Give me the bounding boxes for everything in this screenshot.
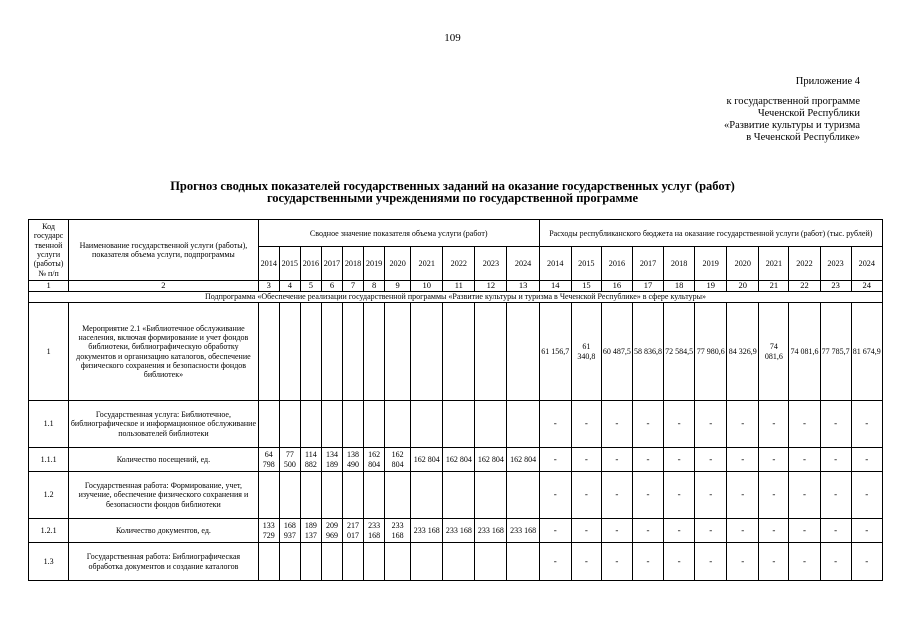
volume-value <box>279 543 300 581</box>
volume-value <box>385 543 411 581</box>
year-header: 2020 <box>385 247 411 281</box>
row-name: Государственная услуга: Библиотечное, библиографическое и информационное обслуживание пользователей библиотеки <box>69 401 259 448</box>
year-header: 2016 <box>601 247 632 281</box>
year-header: 2024 <box>851 247 882 281</box>
column-number: 20 <box>727 281 759 292</box>
volume-value <box>475 543 507 581</box>
budget-value: - <box>664 472 695 519</box>
table-row <box>29 472 883 519</box>
volume-value <box>507 303 539 401</box>
column-number: 19 <box>695 281 727 292</box>
year-header: 2024 <box>507 247 539 281</box>
budget-value: - <box>601 448 632 472</box>
budget-value: - <box>632 401 663 448</box>
volume-value <box>321 543 342 581</box>
column-number: 24 <box>851 281 882 292</box>
budget-value: 72 584,5 <box>664 303 695 401</box>
volume-value: 189 137 <box>300 519 321 543</box>
year-header: 2021 <box>411 247 443 281</box>
appendix-title: Приложение 4 <box>795 76 860 87</box>
volume-value: 217 017 <box>342 519 363 543</box>
budget-value: 74 081,6 <box>759 303 789 401</box>
volume-value <box>443 303 475 401</box>
budget-value: - <box>759 472 789 519</box>
year-header: 2022 <box>789 247 820 281</box>
volume-value: 233 168 <box>475 519 507 543</box>
volume-value: 162 804 <box>507 448 539 472</box>
budget-value: - <box>571 448 601 472</box>
column-number: 9 <box>385 281 411 292</box>
budget-value: - <box>664 543 695 581</box>
volume-value: 209 969 <box>321 519 342 543</box>
volume-value <box>300 543 321 581</box>
year-header: 2018 <box>342 247 363 281</box>
volume-value: 134 189 <box>321 448 342 472</box>
budget-value: - <box>601 519 632 543</box>
column-number: 4 <box>279 281 300 292</box>
volume-value <box>279 303 300 401</box>
volume-value <box>279 472 300 519</box>
volume-value <box>385 472 411 519</box>
column-number: 8 <box>364 281 385 292</box>
budget-value: - <box>601 543 632 581</box>
budget-value: - <box>632 543 663 581</box>
row-code: 1 <box>29 303 69 401</box>
volume-value <box>411 401 443 448</box>
volume-value <box>411 303 443 401</box>
volume-value <box>364 303 385 401</box>
appendix-line: «Развитие культуры и туризма <box>723 120 860 131</box>
budget-value: - <box>695 519 727 543</box>
volume-value <box>342 303 363 401</box>
budget-value: 77 785,7 <box>820 303 851 401</box>
budget-value: - <box>664 448 695 472</box>
budget-value: - <box>851 543 882 581</box>
volume-value <box>411 543 443 581</box>
volume-value <box>507 401 539 448</box>
table-row <box>29 519 883 543</box>
budget-value: 84 326,9 <box>727 303 759 401</box>
budget-value: - <box>851 448 882 472</box>
budget-value: - <box>789 401 820 448</box>
volume-value <box>321 472 342 519</box>
row-name: Государственная работа: Библиографическая обработка документов и создание каталогов <box>69 543 259 581</box>
volume-value <box>411 472 443 519</box>
budget-value: - <box>851 472 882 519</box>
volume-value <box>443 543 475 581</box>
volume-value <box>258 401 279 448</box>
volume-value <box>321 303 342 401</box>
volume-value: 162 804 <box>475 448 507 472</box>
column-number: 3 <box>258 281 279 292</box>
year-header: 2019 <box>364 247 385 281</box>
volume-value: 114 882 <box>300 448 321 472</box>
budget-value: - <box>632 472 663 519</box>
budget-value: - <box>601 472 632 519</box>
budget-value: 61 340,8 <box>571 303 601 401</box>
year-header: 2020 <box>727 247 759 281</box>
budget-value: - <box>601 401 632 448</box>
table-row <box>29 448 883 472</box>
row-name: Количество посещений, ед. <box>69 448 259 472</box>
year-header: 2021 <box>759 247 789 281</box>
budget-value: 61 156,7 <box>539 303 571 401</box>
volume-value: 233 168 <box>507 519 539 543</box>
title-line: Прогноз сводных показателей государственных заданий на оказание государственных услуг (работ) <box>170 179 735 193</box>
volume-value <box>258 543 279 581</box>
budget-value: - <box>695 543 727 581</box>
volume-value: 64 798 <box>258 448 279 472</box>
table-row <box>29 303 883 401</box>
volume-value: 233 168 <box>443 519 475 543</box>
budget-value: - <box>789 448 820 472</box>
budget-value: - <box>727 543 759 581</box>
volume-value: 162 804 <box>411 448 443 472</box>
volume-value <box>342 472 363 519</box>
year-header: 2023 <box>820 247 851 281</box>
column-number: 14 <box>539 281 571 292</box>
appendix-line: Чеченской Республики <box>757 108 860 119</box>
budget-value: 81 674,9 <box>851 303 882 401</box>
budget-value: - <box>695 448 727 472</box>
row-code: 1.3 <box>29 543 69 581</box>
budget-value: - <box>727 448 759 472</box>
year-header: 2014 <box>539 247 571 281</box>
subprogram-row: Подпрограмма «Обеспечение реализации государственной программы «Развитие культуры и туризма в Чеченской Республике» в сфере культуры» <box>29 292 883 303</box>
row-code: 1.2.1 <box>29 519 69 543</box>
volume-value <box>507 543 539 581</box>
year-header: 2023 <box>475 247 507 281</box>
row-name: Государственная работа: Формирование, учет, изучение, обеспечение физического сохранения и безопасности фондов библиотеки <box>69 472 259 519</box>
budget-value: - <box>571 543 601 581</box>
volume-value <box>507 472 539 519</box>
column-number: 12 <box>475 281 507 292</box>
column-number: 1 <box>29 281 69 292</box>
appendix-note <box>724 76 860 144</box>
budget-value: - <box>820 401 851 448</box>
budget-value: - <box>759 401 789 448</box>
volume-value <box>321 401 342 448</box>
budget-value: - <box>820 472 851 519</box>
budget-value: 74 081,6 <box>789 303 820 401</box>
budget-value: - <box>759 448 789 472</box>
column-number: 11 <box>443 281 475 292</box>
column-number: 15 <box>571 281 601 292</box>
column-number: 5 <box>300 281 321 292</box>
budget-value: - <box>820 448 851 472</box>
year-header: 2018 <box>664 247 695 281</box>
row-code: 1.1.1 <box>29 448 69 472</box>
volume-value: 162 804 <box>443 448 475 472</box>
volume-value <box>475 303 507 401</box>
volume-value <box>300 303 321 401</box>
column-number: 2 <box>69 281 259 292</box>
table-row <box>29 543 883 581</box>
column-number: 18 <box>664 281 695 292</box>
volume-value <box>342 401 363 448</box>
volume-value: 162 804 <box>385 448 411 472</box>
budget-value: - <box>695 401 727 448</box>
budget-value: - <box>632 519 663 543</box>
volume-value <box>364 401 385 448</box>
column-number: 17 <box>632 281 663 292</box>
budget-value: - <box>571 401 601 448</box>
document-title <box>30 180 875 204</box>
row-name: Количество документов, ед. <box>69 519 259 543</box>
budget-value: - <box>851 401 882 448</box>
header-name: Наименование государственной услуги (работы), показателя объема услуги, подпрограммы <box>69 220 259 281</box>
budget-value: - <box>539 543 571 581</box>
volume-value <box>385 303 411 401</box>
volume-value <box>364 472 385 519</box>
volume-value <box>364 543 385 581</box>
column-number: 22 <box>789 281 820 292</box>
year-header: 2022 <box>443 247 475 281</box>
row-name: Мероприятие 2.1 «Библиотечное обслуживание населения, включая формирование и учет фондов библиотеки, библиографическую обработку документов и организацию каталогов, обеспечение физического сохранения и безопасности фондов библиотек» <box>69 303 259 401</box>
volume-value <box>258 303 279 401</box>
volume-value: 138 490 <box>342 448 363 472</box>
budget-value: - <box>539 519 571 543</box>
budget-value: - <box>695 472 727 519</box>
budget-value: - <box>571 519 601 543</box>
volume-value <box>443 401 475 448</box>
year-header: 2015 <box>571 247 601 281</box>
volume-value <box>475 401 507 448</box>
budget-value: - <box>539 448 571 472</box>
volume-value: 77 500 <box>279 448 300 472</box>
volume-value: 162 804 <box>364 448 385 472</box>
column-number: 10 <box>411 281 443 292</box>
page-number: 109 <box>444 32 461 44</box>
volume-value <box>443 472 475 519</box>
budget-value: - <box>789 519 820 543</box>
budget-value: - <box>664 519 695 543</box>
year-header: 2017 <box>632 247 663 281</box>
budget-value: - <box>539 401 571 448</box>
budget-value: - <box>789 543 820 581</box>
column-number: 7 <box>342 281 363 292</box>
column-number: 13 <box>507 281 539 292</box>
row-code: 1.1 <box>29 401 69 448</box>
header-volume-group: Сводное значение показателя объема услуги (работ) <box>258 220 539 247</box>
row-code: 1.2 <box>29 472 69 519</box>
year-header: 2019 <box>695 247 727 281</box>
column-number: 23 <box>820 281 851 292</box>
appendix-line: в Чеченской Республике» <box>746 132 860 143</box>
budget-value: - <box>851 519 882 543</box>
budget-value: - <box>571 472 601 519</box>
volume-value <box>300 472 321 519</box>
volume-value: 233 168 <box>364 519 385 543</box>
table-row <box>29 401 883 448</box>
volume-value: 233 168 <box>385 519 411 543</box>
budget-value: 60 487,5 <box>601 303 632 401</box>
budget-value: - <box>727 401 759 448</box>
budget-value: - <box>820 519 851 543</box>
volume-value <box>475 472 507 519</box>
budget-value: 77 980,6 <box>695 303 727 401</box>
forecast-table <box>28 219 883 581</box>
column-number: 21 <box>759 281 789 292</box>
budget-value: - <box>789 472 820 519</box>
appendix-line: к государственной программе <box>726 96 860 107</box>
volume-value: 133 729 <box>258 519 279 543</box>
volume-value <box>385 401 411 448</box>
volume-value <box>279 401 300 448</box>
year-header: 2017 <box>321 247 342 281</box>
budget-value: - <box>820 543 851 581</box>
year-header: 2014 <box>258 247 279 281</box>
budget-value: - <box>539 472 571 519</box>
volume-value: 233 168 <box>411 519 443 543</box>
volume-value <box>342 543 363 581</box>
volume-value <box>300 401 321 448</box>
column-number: 16 <box>601 281 632 292</box>
volume-value: 168 937 <box>279 519 300 543</box>
budget-value: - <box>727 519 759 543</box>
budget-value: - <box>759 519 789 543</box>
volume-value <box>258 472 279 519</box>
budget-value: - <box>632 448 663 472</box>
column-number: 6 <box>321 281 342 292</box>
header-budget-group: Расходы республиканского бюджета на оказание государственной услуги (работ) (тыс. рублей) <box>539 220 882 247</box>
header-code: Код государс твенной услуги (работы) № п/п <box>29 220 69 281</box>
budget-value: 58 836,8 <box>632 303 663 401</box>
year-header: 2015 <box>279 247 300 281</box>
budget-value: - <box>759 543 789 581</box>
budget-value: - <box>664 401 695 448</box>
budget-value: - <box>727 472 759 519</box>
title-line: государственными учреждениями по государственной программе <box>266 191 639 205</box>
year-header: 2016 <box>300 247 321 281</box>
